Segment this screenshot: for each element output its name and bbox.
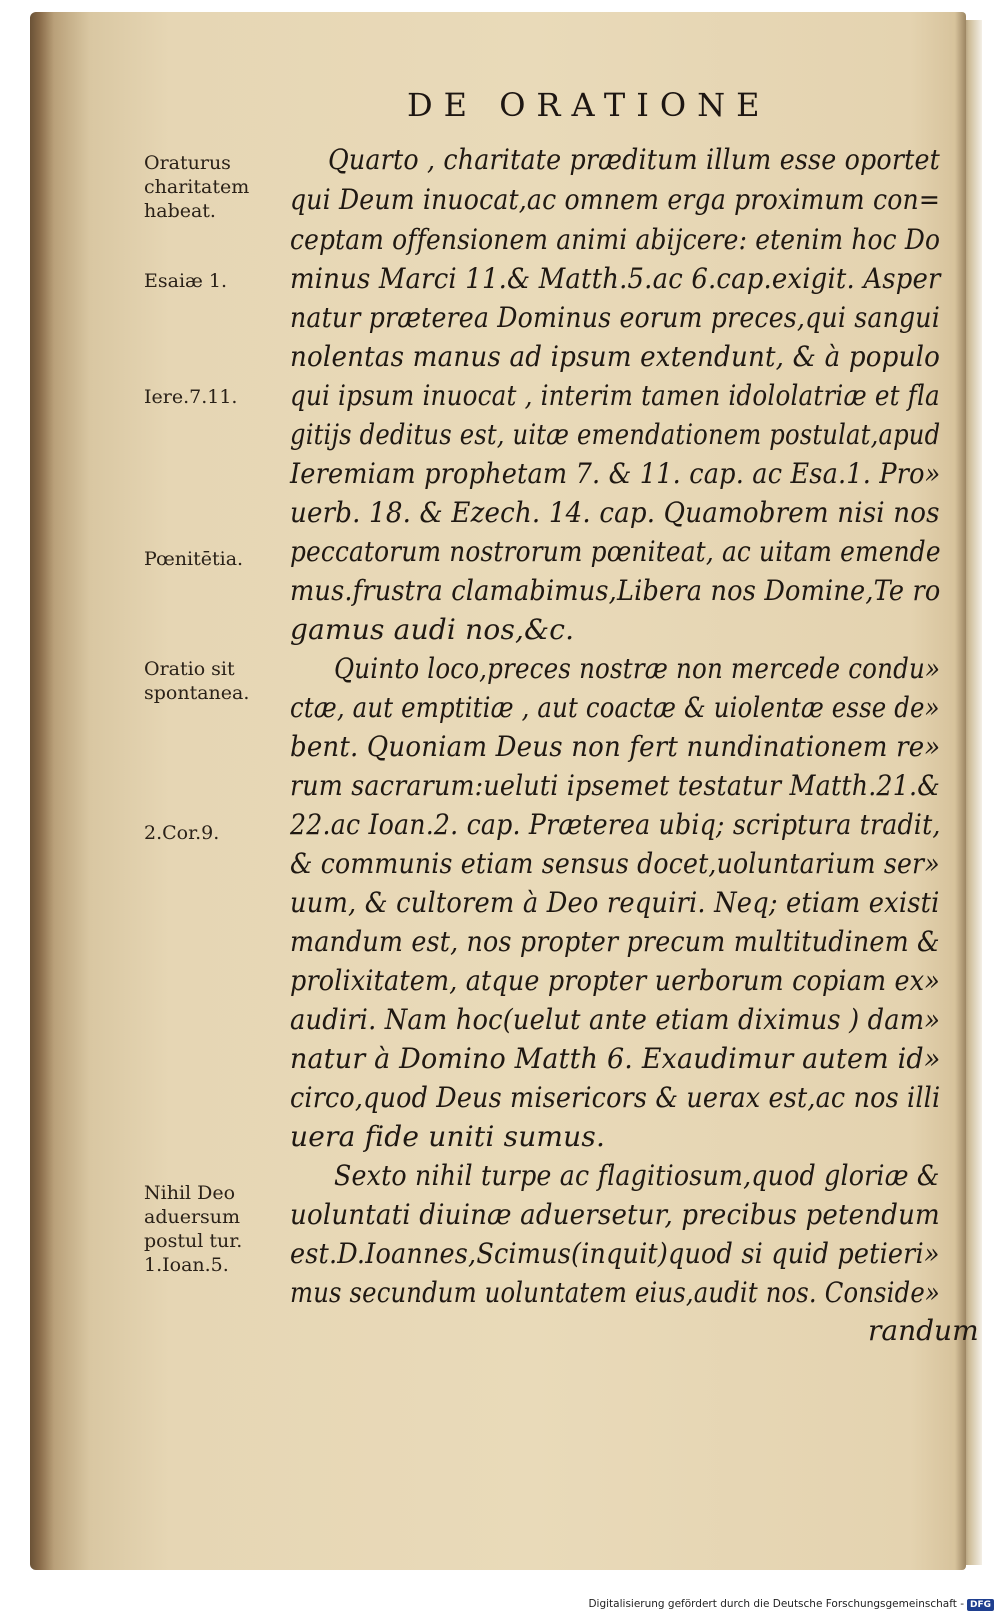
credit-text: Digitalisierung gefördert durch die Deutsche Forschungsgemeinschaft - <box>588 1598 964 1610</box>
text-line: prolixitatem, atque propter uerborum copiam ex» <box>290 964 940 997</box>
margin-note: Iere.7.11. <box>144 386 238 408</box>
text-line: Sexto nihil turpe ac flagitiosum,quod gloriæ & <box>334 1159 940 1192</box>
text-line: circo,quod Deus misericors & uerax est,ac nos illi <box>290 1081 941 1114</box>
text-line: Quarto , charitate præditum illum esse oportet <box>328 143 940 176</box>
margin-note: Esaiæ 1. <box>144 270 228 292</box>
text-line: peccatorum nostrorum pœniteat, ac uitam emende <box>290 535 941 568</box>
margin-note: 2.Cor.9. <box>144 822 220 844</box>
margin-note: spontanea. <box>144 682 250 704</box>
margin-note: habeat. <box>144 200 216 222</box>
text-line: Quinto loco,preces nostræ non mercede condu» <box>334 652 941 685</box>
page-heading: DE ORATIONE <box>407 86 771 124</box>
text-line: ctæ, aut emptitiæ , aut coactæ & uiolentæ esse de» <box>290 691 940 724</box>
text-line: uoluntati diuinæ aduersetur, precibus petendum <box>290 1198 940 1231</box>
margin-note: 1.Ioan.5. <box>144 1254 229 1276</box>
text-line: gamus audi nos,&c. <box>290 613 575 646</box>
margin-note: Oratio sit <box>144 658 235 680</box>
text-line: uera fide uniti sumus. <box>290 1120 606 1153</box>
text-line: 22.ac Ioan.2. cap. Præterea ubiq; scriptura tradit, <box>290 808 941 841</box>
text-line: minus Marci 11.& Matth.5.ac 6.cap.exigit. Asper <box>290 262 941 295</box>
text-line: est.D.Ioannes,Scimus(inquit)quod si quid petieri» <box>290 1237 940 1270</box>
margin-note: Nihil Deo <box>144 1182 236 1204</box>
text-line: & communis etiam sensus docet,uoluntarium ser» <box>290 847 940 880</box>
margin-note: aduersum <box>144 1206 241 1228</box>
footer-band <box>0 1570 1000 1600</box>
margin-note: postul tur. <box>144 1230 243 1252</box>
margin-note: Pœnitētia. <box>144 548 244 570</box>
text-line: natur à Domino Matth 6. Exaudimur autem id» <box>290 1042 941 1075</box>
margin-note: charitatem <box>144 176 250 198</box>
digitization-credit <box>588 1598 994 1611</box>
text-line: Ieremiam prophetam 7. & 11. cap. ac Esa.1. Pro» <box>290 457 941 490</box>
dfg-logo: DFG <box>967 1599 994 1611</box>
text-line: ceptam offensionem animi abijcere: etenim hoc Do <box>290 223 941 256</box>
text-line: mus.frustra clamabimus,Libera nos Domine,Te ro <box>290 574 941 607</box>
text-line: gitijs deditus est, uitæ emendationem postulat,apud <box>290 418 941 451</box>
text-line: bent. Quoniam Deus non fert nundinationem re» <box>290 730 941 763</box>
margin-note: Oraturus <box>144 152 231 174</box>
text-line: audiri. Nam hoc(uelut ante etiam diximus ) dam» <box>290 1003 941 1036</box>
text-line: rum sacrarum:ueluti ipsemet testatur Matth.21.& <box>290 769 941 802</box>
text-line: natur præterea Dominus eorum preces,qui sangui <box>290 301 940 334</box>
catchword: randum <box>868 1314 979 1347</box>
text-line: nolentas manus ad ipsum extendunt, & à populo <box>290 340 941 373</box>
text-line: uerb. 18. & Ezech. 14. cap. Quamobrem nisi nos <box>290 496 940 529</box>
text-line: qui ipsum inuocat , interim tamen idololatriæ et fla <box>290 379 940 412</box>
text-line: uum, & cultorem à Deo requiri. Neq; etiam existi <box>290 886 940 919</box>
text-line: qui Deum inuocat,ac omnem erga proximum con= <box>290 183 941 216</box>
text-line: mandum est, nos propter precum multitudinem & <box>290 925 940 958</box>
text-line: mus secundum uoluntatem eius,audit nos. Conside» <box>290 1276 940 1309</box>
